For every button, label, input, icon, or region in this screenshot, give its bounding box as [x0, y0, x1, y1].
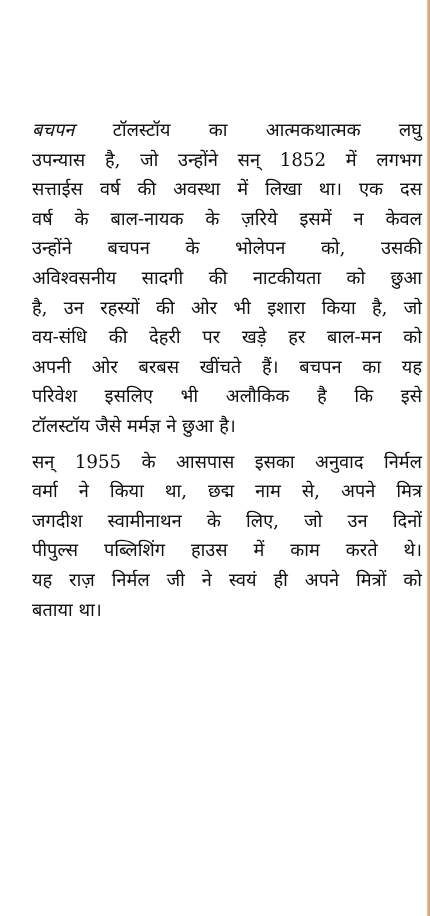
text-line: यह राज़ निर्मल जी ने स्वयं ही अपने मित्रों को: [32, 569, 422, 591]
text-line: जगदीश स्वामीनाथन के लिए, जो उन दिनों: [32, 510, 422, 532]
text-line: सन् 1955 के आसपास इसका अनुवाद निर्मल: [32, 451, 422, 473]
text-line: अपनी ओर बरबस खींचते हैं। बचपन का यह: [32, 356, 422, 378]
book-title-italic: बचपन: [32, 120, 75, 141]
body-text: [32, 116, 422, 625]
text-line: अविश्वसनीय सादगी की नाटकीयता को छुआ: [32, 267, 422, 289]
text-line: पीपुल्स पब्लिशिंग हाउस में काम करते थे।: [32, 540, 422, 562]
paragraph-1: [32, 116, 422, 442]
text-line: उन्होंने बचपन के भोलेपन को, उसकी: [32, 238, 422, 260]
text-line: परिवेश इसलिए भी अलौकिक है कि इसे: [32, 386, 422, 408]
text-line: [32, 116, 422, 146]
text-line: है, उन रहस्यों की ओर भी इशारा किया है, जो: [32, 297, 422, 319]
text-line: बताया था।: [32, 599, 102, 621]
text-line: टॉलस्टॉय जैसे मर्मज्ञ ने छुआ है।: [32, 415, 236, 437]
text-line-content: टॉलस्टॉय का आत्मकथात्मक लघु: [74, 120, 422, 141]
text-line: वर्ष के बाल-नायक के ज़रिये इसमें न केवल: [32, 208, 422, 230]
text-line: उपन्यास है, जो उन्होंने सन् 1852 में लगभग: [32, 149, 422, 171]
text-line: सत्ताईस वर्ष की अवस्था में लिखा था। एक दस: [32, 179, 422, 201]
text-line: वय-संधि की देहरी पर खड़े हर बाल-मन को: [32, 327, 422, 349]
paragraph-2: [32, 448, 422, 626]
text-line: वर्मा ने किया था, छद्म नाम से, अपने मित्र: [32, 481, 422, 503]
